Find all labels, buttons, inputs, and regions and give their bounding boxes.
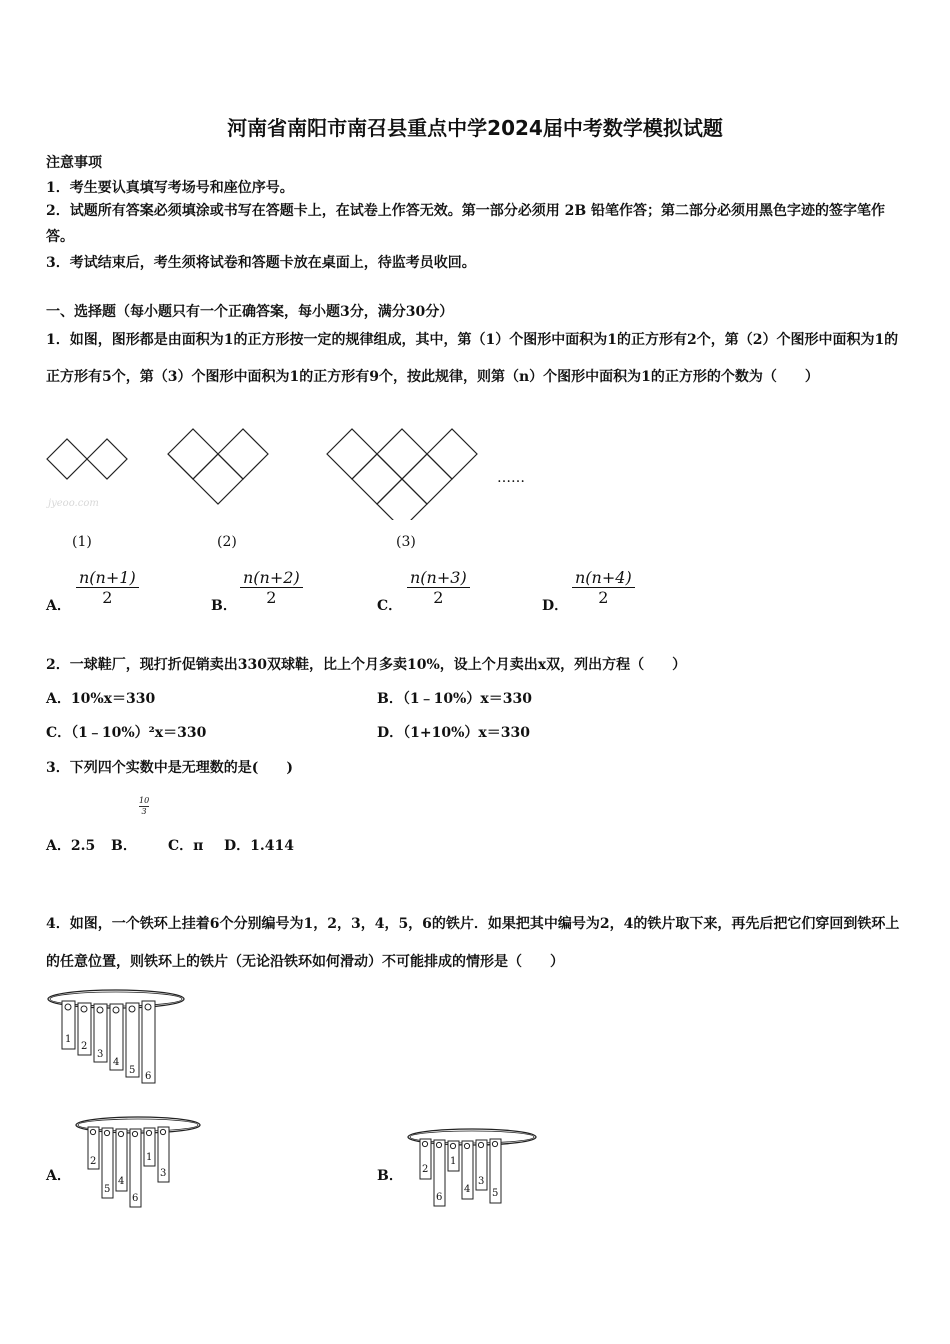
q1-option-c-letter: C． xyxy=(377,598,403,614)
notice-heading: 注意事项 xyxy=(46,155,102,171)
q1-option-b-fraction: $\frac{n(n+2)}{2}$ xyxy=(240,568,303,607)
q4-b-tag-3: 1 xyxy=(450,1156,457,1167)
q4-main-ring-figure xyxy=(44,985,194,1090)
q1-option-d-letter: D． xyxy=(542,598,569,614)
q2-option-a: A．10%x＝330 xyxy=(46,691,156,707)
q4-a-tag-3: 4 xyxy=(118,1176,125,1187)
q4-option-a-figure xyxy=(72,1112,212,1212)
q1-fig-label-2: (2) xyxy=(217,534,237,550)
q4-main-tag-1: 1 xyxy=(65,1034,72,1045)
q2-option-d: D．（1+10%）x＝330 xyxy=(377,725,530,741)
q1-square-figures xyxy=(40,425,500,520)
q4-main-tag-5: 5 xyxy=(129,1065,136,1076)
q1-option-c-fraction: $\frac{n(n+3)}{2}$ xyxy=(407,568,470,607)
q3-option-c: C．π xyxy=(168,838,204,854)
notice-item-3: 3．考试结束后，考生须将试卷和答题卡放在桌面上，待监考员收回。 xyxy=(46,255,476,271)
q4-a-tag-5: 1 xyxy=(146,1152,153,1163)
q4-option-b-figure xyxy=(404,1124,544,1214)
q1-option-d-fraction: $\frac{n(n+4)}{2}$ xyxy=(572,568,635,607)
q4-a-tag-1: 2 xyxy=(90,1156,97,1167)
notice-item-2: 2．试题所有答案必须填涂或书写在答题卡上，在试卷上作答无效。第一部分必须用 2B 铅笔作答；第二部分必须用黑色字迹的签字笔作答。 xyxy=(46,203,886,245)
q4-b-tag-2: 6 xyxy=(436,1192,443,1203)
q1-text: 1．如图，图形都是由面积为1的正方形按一定的规律组成，其中，第（1）个图形中面积为1的正方形有2个，第（2）个图形中面积为1的正方形有5个，第（3）个图形中面积为1的正方形有9个，按此规律，则第（n）个图形中面积为1的正方形的个数为（ ） xyxy=(46,332,899,385)
q4-main-tag-3: 3 xyxy=(97,1049,104,1060)
q1-fig-label-1: (1) xyxy=(72,534,92,550)
notice-item-1: 1．考生要认真填写考场号和座位序号。 xyxy=(46,180,294,196)
section-heading: 一、选择题（每小题只有一个正确答案，每小题3分，满分30分） xyxy=(46,304,454,320)
q4-main-tag-6: 6 xyxy=(145,1071,152,1082)
q3-text: 3．下列四个实数中是无理数的是( ) xyxy=(46,760,293,776)
q3-fraction: 10 3 xyxy=(139,796,150,816)
q4-b-tag-6: 5 xyxy=(492,1188,499,1199)
q1-watermark: jyeoo.com xyxy=(48,498,99,509)
q1-option-a-fraction: $\frac{n(n+1)}{2}$ xyxy=(76,568,139,607)
q1-option-a-letter: A． xyxy=(46,598,71,614)
q4-main-tag-2: 2 xyxy=(81,1041,88,1052)
page-title: 河南省南阳市南召县重点中学2024届中考数学模拟试题 xyxy=(227,116,723,140)
q3-option-d: D．1.414 xyxy=(224,838,294,854)
q1-ellipsis: …… xyxy=(497,470,525,486)
q4-option-b-label: B． xyxy=(377,1168,403,1184)
q4-text: 4．如图，一个铁环上挂着6个分别编号为1，2，3，4，5，6的铁片．如果把其中编号为2，4的铁片取下来，再先后把它们穿回到铁环上的任意位置，则铁环上的铁片（无论沿铁环如何滑动）不可能排成的情形是（ ） xyxy=(46,916,900,970)
q3-option-b: B． xyxy=(111,838,137,854)
q3-option-a: A．2.5 xyxy=(46,838,96,854)
q2-text: 2．一球鞋厂，现打折促销卖出330双球鞋，比上个月多卖10%，设上个月卖出x双，列出方程（ ） xyxy=(46,657,687,673)
q1-fig-label-3: (3) xyxy=(396,534,416,550)
q4-a-tag-6: 3 xyxy=(160,1168,167,1179)
q4-a-tag-4: 6 xyxy=(132,1193,139,1204)
q4-b-tag-5: 3 xyxy=(478,1176,485,1187)
q2-option-c: C．（1﹣10%）²x＝330 xyxy=(46,725,207,741)
q1-option-b-letter: B． xyxy=(211,598,237,614)
q4-option-a-label: A． xyxy=(46,1168,71,1184)
q4-b-tag-1: 2 xyxy=(422,1164,429,1175)
q4-main-tag-4: 4 xyxy=(113,1057,120,1068)
q4-a-tag-2: 5 xyxy=(104,1184,111,1195)
q2-option-b: B．（1﹣10%）x＝330 xyxy=(377,691,532,707)
q4-b-tag-4: 4 xyxy=(464,1184,471,1195)
